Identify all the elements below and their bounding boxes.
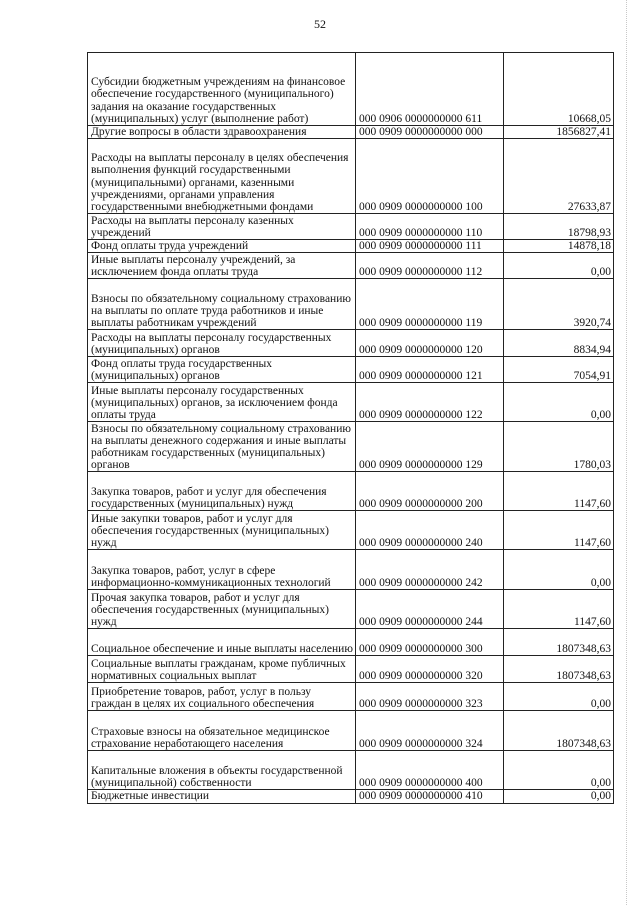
classification-code-cell: 000 0909 0000000000 324 [356, 711, 504, 751]
classification-code-cell: 000 0909 0000000000 400 [356, 751, 504, 790]
amount-cell: 0,00 [504, 550, 614, 590]
amount-cell: 1807348,63 [504, 629, 614, 656]
classification-code-cell: 000 0909 0000000000 121 [356, 357, 504, 383]
amount-cell: 1807348,63 [504, 711, 614, 751]
expense-name-cell: Расходы на выплаты персоналу казенных учреждений [88, 214, 356, 240]
table-row [88, 711, 614, 751]
expense-name-cell: Социальное обеспечение и иные выплаты населению [88, 629, 356, 656]
table-row [88, 357, 614, 383]
classification-code-cell: 000 0909 0000000000 111 [356, 240, 504, 253]
amount-cell: 1807348,63 [504, 656, 614, 683]
table-row [88, 751, 614, 790]
classification-code-cell: 000 0909 0000000000 300 [356, 629, 504, 656]
classification-code-cell: 000 0909 0000000000 112 [356, 253, 504, 279]
classification-code-cell: 000 0909 0000000000 410 [356, 790, 504, 803]
amount-cell: 1147,60 [504, 472, 614, 511]
table-row [88, 472, 614, 511]
table-row [88, 550, 614, 590]
classification-code-cell: 000 0909 0000000000 320 [356, 656, 504, 683]
table-row [88, 422, 614, 472]
classification-code-cell: 000 0909 0000000000 240 [356, 511, 504, 550]
expense-name-cell: Взносы по обязательному социальному страхованию на выплаты денежного содержания и иные выплаты работникам государственных (муниципальных) органов [88, 422, 356, 472]
amount-cell: 10668,05 [504, 53, 614, 126]
expense-name-cell: Фонд оплаты труда учреждений [88, 240, 356, 253]
table-row [88, 683, 614, 711]
amount-cell: 3920,74 [504, 279, 614, 330]
table-row [88, 629, 614, 656]
table-row [88, 240, 614, 253]
expense-name-cell: Приобретение товаров, работ, услуг в пользу граждан в целях их социального обеспечения [88, 683, 356, 711]
expense-name-cell: Иные выплаты персоналу учреждений, за исключением фонда оплаты труда [88, 253, 356, 279]
expense-name-cell: Иные закупки товаров, работ и услуг для обеспечения государственных (муниципальных) нужд [88, 511, 356, 550]
expense-name-cell: Страховые взносы на обязательное медицинское страхование неработающего населения [88, 711, 356, 751]
budget-table-body [88, 53, 614, 804]
amount-cell: 0,00 [504, 790, 614, 803]
classification-code-cell: 000 0909 0000000000 244 [356, 590, 504, 629]
expense-name-cell: Социальные выплаты гражданам, кроме публичных нормативных социальных выплат [88, 656, 356, 683]
classification-code-cell: 000 0909 0000000000 120 [356, 330, 504, 357]
expense-name-cell: Иные выплаты персоналу государственных (муниципальных) органов, за исключением фонда оплаты труда [88, 383, 356, 422]
amount-cell: 1147,60 [504, 590, 614, 629]
table-row [88, 214, 614, 240]
classification-code-cell: 000 0909 0000000000 129 [356, 422, 504, 472]
amount-cell: 0,00 [504, 751, 614, 790]
expense-name-cell: Другие вопросы в области здравоохранения [88, 126, 356, 139]
expense-name-cell: Субсидии бюджетным учреждениям на финансовое обеспечение государственного (муниципального) задания на оказание государственных (муниципальных) услуг (выполнение работ) [88, 53, 356, 126]
table-row [88, 511, 614, 550]
table-row [88, 383, 614, 422]
table-row [88, 790, 614, 803]
table-row [88, 53, 614, 126]
classification-code-cell: 000 0909 0000000000 122 [356, 383, 504, 422]
amount-cell: 27633,87 [504, 139, 614, 214]
table-row [88, 330, 614, 357]
amount-cell: 1147,60 [504, 511, 614, 550]
expense-name-cell: Расходы на выплаты персоналу в целях обеспечения выполнения функций государственными (муниципальными) органами, казенными учреждениями, органами управления государственными внебюджетными фондами [88, 139, 356, 214]
classification-code-cell: 000 0909 0000000000 323 [356, 683, 504, 711]
classification-code-cell: 000 0909 0000000000 119 [356, 279, 504, 330]
table-row [88, 126, 614, 139]
amount-cell: 7054,91 [504, 357, 614, 383]
expense-name-cell: Закупка товаров, работ, услуг в сфере информационно-коммуникационных технологий [88, 550, 356, 590]
table-row [88, 139, 614, 214]
table-row [88, 590, 614, 629]
amount-cell: 0,00 [504, 683, 614, 711]
sheet-edge-line [626, 0, 627, 905]
classification-code-cell: 000 0906 0000000000 611 [356, 53, 504, 126]
amount-cell: 8834,94 [504, 330, 614, 357]
table-row [88, 279, 614, 330]
expense-name-cell: Прочая закупка товаров, работ и услуг для обеспечения государственных (муниципальных) нужд [88, 590, 356, 629]
amount-cell: 1856827,41 [504, 126, 614, 139]
expense-name-cell: Взносы по обязательному социальному страхованию на выплаты по оплате труда работников и иные выплаты работникам учреждений [88, 279, 356, 330]
classification-code-cell: 000 0909 0000000000 110 [356, 214, 504, 240]
page-number: 52 [314, 17, 326, 31]
expense-name-cell: Закупка товаров, работ и услуг для обеспечения государственных (муниципальных) нужд [88, 472, 356, 511]
expense-name-cell: Бюджетные инвестиции [88, 790, 356, 803]
amount-cell: 18798,93 [504, 214, 614, 240]
amount-cell: 1780,03 [504, 422, 614, 472]
expense-name-cell: Фонд оплаты труда государственных (муниципальных) органов [88, 357, 356, 383]
amount-cell: 0,00 [504, 253, 614, 279]
budget-table [87, 52, 614, 804]
classification-code-cell: 000 0909 0000000000 200 [356, 472, 504, 511]
amount-cell: 14878,18 [504, 240, 614, 253]
classification-code-cell: 000 0909 0000000000 100 [356, 139, 504, 214]
table-row [88, 253, 614, 279]
classification-code-cell: 000 0909 0000000000 000 [356, 126, 504, 139]
expense-name-cell: Капитальные вложения в объекты государственной (муниципальной) собственности [88, 751, 356, 790]
classification-code-cell: 000 0909 0000000000 242 [356, 550, 504, 590]
amount-cell: 0,00 [504, 383, 614, 422]
expense-name-cell: Расходы на выплаты персоналу государственных (муниципальных) органов [88, 330, 356, 357]
table-row [88, 656, 614, 683]
